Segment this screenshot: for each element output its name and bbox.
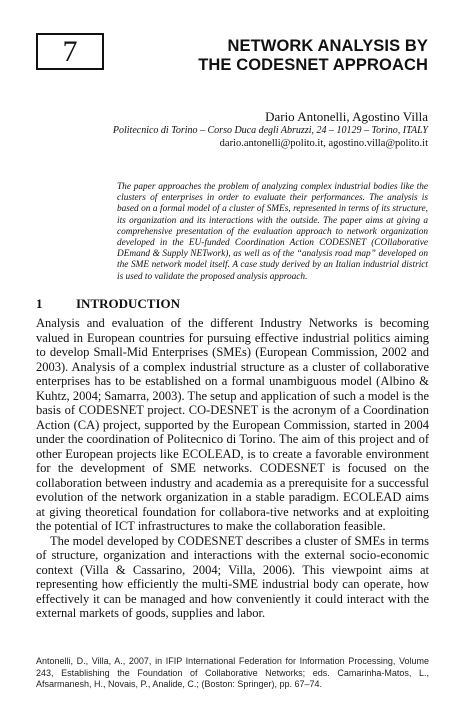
author-emails: dario.antonelli@polito.it, agostino.villa@polito.it [219,138,428,149]
author-affiliation: Politecnico di Torino – Corso Duca degli Abruzzi, 24 – 10129 – Torino, ITALY [112,125,428,136]
abstract: The paper approaches the problem of analyzing complex industrial bodies like the clusters of enterprises in order to evaluate their performances. The analysis is based on a formal model of a cluster of SMEs, represented in terms of its structure, its organization and its interactions with the outside. The paper aims at giving a comprehensive presentation of the evaluation approach to network organization developed in the EU-funded Coordination Action CODESNET (COllaborative DEmand & Supply NETwork), as well as of the “analysis road map” developed on the SME network model itself. A case study derived by an Italian industrial district is used to validate the proposed analysis approach. [117,182,428,282]
section-heading [36,296,436,311]
author-names: Dario Antonelli, Agostino Villa [265,109,428,124]
chapter-number: 7 [62,35,78,68]
chapter-number-box [36,33,104,70]
citation-footnote: Antonelli, D., Villa, A., 2007, in IFIP International Federation for Information Processing, Volume 243, Establishing the Foundation of Collaborative Networks; eds. Camarinha-Matos, L., Afsarmanesh, H., Novais, P., Analide, C.; (Boston: Springer), pp. 67–74. [36,656,429,689]
body-paragraph-1: Analysis and evaluation of the different Industry Networks is becoming valued in European countries for pursuing effective industrial politics aiming to develop Small-Mid Enterprises (SMEs) (European Commission, 2002 and 2003). Analysis of a complex industrial structure as a cluster of collaborative enterprises has to be established on a formal unambiguous model (Albino & Kuhtz, 2004; Samarra, 2003). The setup and application of such a model is the basis of CODESNET project. CO-DESNET is the acronym of a Coordination Action (CA) project, supported by the European Commission, started in 2004 under the coordination of Politecnico di Torino. The aim of this project and of other European projects like ECOLEAD, is to create a favorable environment for the development of SME networks. CODESNET is focused on the collaboration between industry and academia as a prerequisite for a successful evolution of the network organization in a stable paradigm. ECOLEAD aims at giving theoretical foundation for collabora-tive networks and at exploiting the potential of ICT infrastructures to make the collaboration feasible. [36,316,429,533]
body-text [36,316,429,621]
section-number: 1 [36,296,43,311]
body-paragraph-2: The model developed by CODESNET describes a cluster of SMEs in terms of structure, organization and interactions with the external socio-economic context (Villa & Cassarino, 2004; Villa, 2006). This viewpoint aims at representing how efficiently the multi-SME industrial body can operate, how effectively it can be managed and how conveniently it could interact with the external markets of goods, supplies and labor. [36,533,429,620]
section-title: INTRODUCTION [76,296,181,311]
chapter-title-line-2: THE CODESNET APPROACH [198,56,428,74]
chapter-title [98,37,428,75]
chapter-title-line-1: NETWORK ANALYSIS BY [227,37,428,55]
